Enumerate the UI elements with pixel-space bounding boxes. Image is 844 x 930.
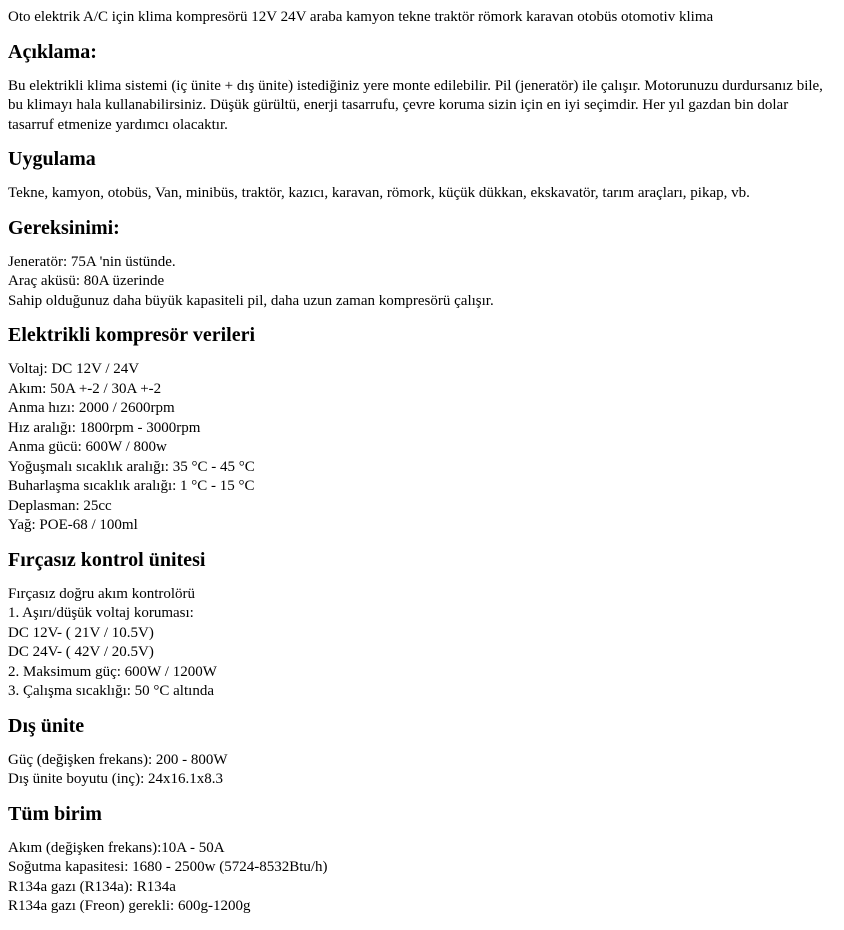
intro-line: Oto elektrik A/C için klima kompresörü 12V 24V araba kamyon tekne traktör römork karavan otobüs otomotiv klima bbox=[8, 9, 714, 25]
text-line: R134a gazı (R134a): R134a bbox=[8, 878, 176, 895]
text-line: Anma gücü: 600W / 800w bbox=[8, 439, 167, 455]
text-line: Dış ünite boyutu (inç): 24x16.1x8.3 bbox=[8, 771, 223, 787]
section bbox=[8, 217, 836, 312]
section bbox=[8, 324, 836, 536]
section-heading: Gereksinimi: bbox=[8, 216, 120, 239]
text-line: Tekne, kamyon, otobüs, Van, minibüs, traktör, kazıcı, karavan, römork, küçük dükkan, ekskavatör, tarım araçları, pikap, vb. bbox=[8, 185, 750, 201]
section bbox=[8, 803, 836, 917]
text-line: Hız aralığı: 1800rpm - 3000rpm bbox=[8, 419, 201, 436]
section-heading: Uygulama bbox=[8, 148, 96, 170]
section-heading: Dış ünite bbox=[8, 714, 85, 737]
text-line: Güç (değişken frekans): 200 - 800W bbox=[8, 751, 228, 768]
text-line: Yağ: POE-68 / 100ml bbox=[8, 517, 138, 533]
text-line: Akım: 50A +-2 / 30A +-2 bbox=[8, 380, 162, 397]
section-heading: Elektrikli kompresör verileri bbox=[8, 324, 256, 346]
text-line: Soğutma kapasitesi: 1680 - 2500w (5724-8532Btu/h) bbox=[8, 859, 328, 875]
text-line: Anma hızı: 2000 / 2600rpm bbox=[8, 400, 175, 416]
text-line: 3. Çalışma sıcaklığı: 50 °C altında bbox=[8, 683, 214, 699]
sections bbox=[8, 41, 836, 917]
text-line: Fırçasız doğru akım kontrolörü bbox=[8, 585, 196, 602]
section bbox=[8, 715, 836, 790]
section-heading: Tüm birim bbox=[8, 802, 102, 825]
section bbox=[8, 41, 836, 136]
text-line: Araç aküsü: 80A üzerinde bbox=[8, 273, 165, 289]
section bbox=[8, 549, 836, 702]
section bbox=[8, 148, 836, 204]
text-line: Deplasman: 25cc bbox=[8, 497, 112, 514]
text-line: Yoğuşmalı sıcaklık aralığı: 35 °C - 45 °C bbox=[8, 458, 255, 475]
section-paragraph bbox=[8, 77, 836, 136]
text-line: Sahip olduğunuz daha büyük kapasiteli pil, daha uzun zaman kompresörü çalışır. bbox=[8, 292, 494, 309]
text-line: Voltaj: DC 12V / 24V bbox=[8, 361, 140, 377]
section-paragraph bbox=[8, 839, 836, 917]
section-paragraph bbox=[8, 585, 836, 702]
section-heading: Fırçasız kontrol ünitesi bbox=[8, 548, 206, 571]
text-line: 2. Maksimum güç: 600W / 1200W bbox=[8, 663, 217, 680]
text-line: Akım (değişken frekans):10A - 50A bbox=[8, 839, 225, 856]
section-paragraph bbox=[8, 751, 836, 790]
section-heading: Açıklama: bbox=[8, 40, 97, 63]
section-paragraph bbox=[8, 360, 836, 536]
text-line: DC 24V- ( 42V / 20.5V) bbox=[8, 644, 154, 660]
section-paragraph bbox=[8, 184, 836, 204]
text-line: Bu elektrikli klima sistemi (iç ünite + dış ünite) istediğiniz yere monte edilebilir. Pil (jeneratör) ile çalışır. Motorunuzu durdursanız bile, bu klimayı hala kullanabilirsiniz. Düşük gürültü, enerji tasarrufu, çevre koruma sizin için en iyi seçimdir. Her yıl gazdan bin dolar tasarruf etmenize yardımcı olacaktır. bbox=[8, 77, 823, 133]
product-description bbox=[8, 8, 836, 917]
text-line: DC 12V- ( 21V / 10.5V) bbox=[8, 624, 154, 641]
text-line: Buharlaşma sıcaklık aralığı: 1 °C - 15 °C bbox=[8, 478, 255, 494]
section-paragraph bbox=[8, 253, 836, 312]
text-line: R134a gazı (Freon) gerekli: 600g-1200g bbox=[8, 898, 251, 914]
text-line: 1. Aşırı/düşük voltaj koruması: bbox=[8, 605, 194, 621]
text-line: Jeneratör: 75A 'nin üstünde. bbox=[8, 253, 176, 270]
